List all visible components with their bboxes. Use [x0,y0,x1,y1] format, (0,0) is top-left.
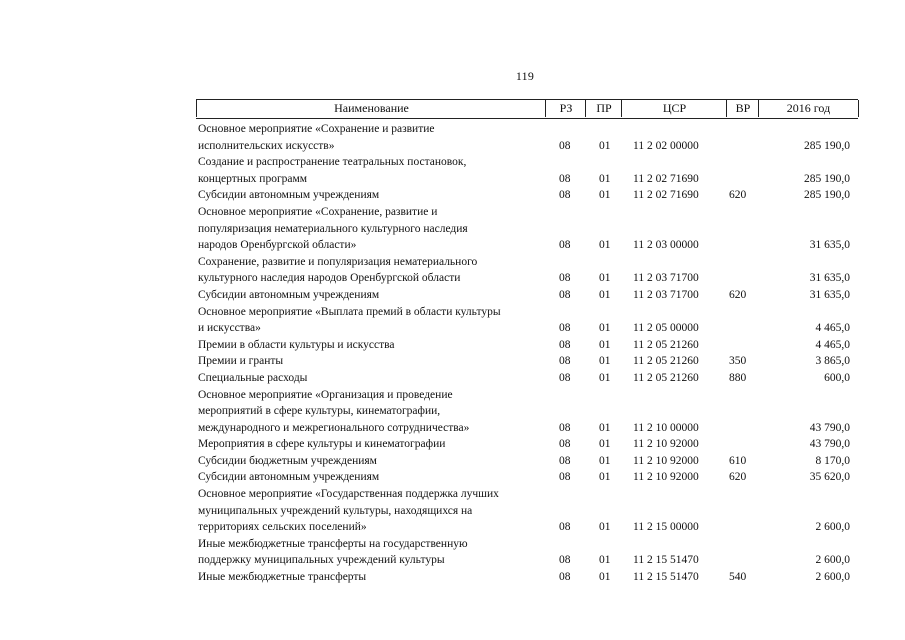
row-amount: 600,0 [824,371,850,384]
row-name-line: Основное мероприятие «Организация и проведение [198,388,453,401]
row-amount: 43 790,0 [809,421,850,434]
column-header-csr: ЦСР [621,100,727,117]
row-name-line: концертных программ [198,172,308,185]
row-amount: 285 190,0 [804,189,850,202]
row-name-line: Субсидии автономным учреждениям [198,288,380,301]
row-csr: 11 2 05 00000 [633,322,699,335]
row-rz: 08 [559,421,571,434]
row-rz: 08 [559,322,571,335]
row-name-line: популяризация нематериального культурного наследия [198,222,468,235]
table-row [196,353,858,370]
table-row [196,569,858,586]
row-name-line: поддержку муниципальных учреждений культуры [198,554,445,567]
row-name [196,187,543,204]
table-row [196,304,858,337]
row-name-line: Основное мероприятие «Сохранение, развитие и [198,205,438,218]
row-amount: 2 600,0 [815,554,850,567]
column-header-vr: ВР [726,100,759,117]
row-name [196,254,543,287]
row-name-line: Иные межбюджетные трансферты на государственную [198,537,468,550]
row-vr: 610 [729,454,747,467]
table-header [196,99,858,119]
row-name-line: Основное мероприятие «Выплата премий в области культуры [198,305,501,318]
row-pr: 01 [599,338,611,351]
row-amount: 4 465,0 [815,338,850,351]
row-pr: 01 [599,288,611,301]
row-csr: 11 2 10 92000 [633,471,699,484]
row-pr: 01 [599,139,611,152]
row-name [196,569,543,586]
row-name-line: культурного наследия народов Оренбургской области [198,272,461,285]
row-amount: 31 635,0 [809,239,850,252]
row-name [196,287,543,304]
row-pr: 01 [599,371,611,384]
row-name [196,154,543,187]
table-row [196,536,858,569]
row-pr: 01 [599,239,611,252]
row-name [196,486,543,536]
row-name [196,370,543,387]
row-name-line: Субсидии автономным учреждениям [198,189,380,202]
row-name [196,536,543,569]
row-pr: 01 [599,322,611,335]
row-rz: 08 [559,355,571,368]
row-rz: 08 [559,371,571,384]
row-name-line: Основное мероприятие «Сохранение и развитие [198,123,435,135]
row-pr: 01 [599,438,611,451]
row-name-line: мероприятий в сфере культуры, кинематографии, [198,405,441,418]
row-amount: 2 600,0 [815,521,850,534]
table-row [196,453,858,470]
column-header-rz: РЗ [545,100,586,117]
row-csr: 11 2 05 21260 [633,355,699,368]
row-rz: 08 [559,272,571,285]
row-name-line: Специальные расходы [198,371,308,384]
row-rz: 08 [559,189,571,202]
row-amount: 3 865,0 [815,355,850,368]
row-name-line: Мероприятия в сфере культуры и кинематографии [198,438,446,451]
row-vr: 880 [729,371,747,384]
table-row [196,287,858,304]
row-name [196,453,543,470]
row-name-line: исполнительских искусств» [198,139,335,152]
row-name [196,469,543,486]
row-rz: 08 [559,139,571,152]
row-rz: 08 [559,338,571,351]
row-name-line: территориях сельских поселений» [198,521,367,534]
row-pr: 01 [599,571,611,584]
row-name-line: народов Оренбургской области» [198,239,357,252]
row-name [196,353,543,370]
row-csr: 11 2 03 71700 [633,288,699,301]
row-amount: 43 790,0 [809,438,850,451]
row-csr: 11 2 05 21260 [633,371,699,384]
row-name [196,436,543,453]
row-pr: 01 [599,189,611,202]
row-amount: 35 620,0 [809,471,850,484]
row-name-line: Премии в области культуры и искусства [198,338,395,351]
row-name-line: Иные межбюджетные трансферты [198,571,367,584]
table-row [196,154,858,187]
table-row [196,337,858,354]
row-vr: 540 [729,571,747,584]
row-rz: 08 [559,554,571,567]
row-pr: 01 [599,355,611,368]
row-csr: 11 2 03 00000 [633,239,699,252]
row-amount: 285 190,0 [804,172,850,185]
row-rz: 08 [559,172,571,185]
row-amount: 31 635,0 [809,272,850,285]
table-row [196,436,858,453]
row-name [196,337,543,354]
row-csr: 11 2 10 92000 [633,454,699,467]
row-name [196,121,543,154]
column-header-pr: ПР [585,100,622,117]
table-body [196,121,858,586]
row-pr: 01 [599,521,611,534]
row-amount: 285 190,0 [804,139,850,152]
row-rz: 08 [559,438,571,451]
row-pr: 01 [599,272,611,285]
row-csr: 11 2 02 71690 [633,189,699,202]
row-vr: 620 [729,288,747,301]
row-name-line: Основное мероприятие «Государственная поддержка лучших [198,488,499,501]
row-csr: 11 2 15 00000 [633,521,699,534]
row-rz: 08 [559,521,571,534]
row-csr: 11 2 10 00000 [633,421,699,434]
table-row [196,370,858,387]
table-row [196,486,858,536]
column-header-year: 2016 год [758,100,859,117]
row-pr: 01 [599,421,611,434]
row-name [196,204,543,254]
table-row [196,469,858,486]
row-rz: 08 [559,288,571,301]
row-vr: 350 [729,355,747,368]
table-row [196,204,858,254]
row-amount: 31 635,0 [809,288,850,301]
row-csr: 11 2 15 51470 [633,554,699,567]
row-rz: 08 [559,454,571,467]
table-row [196,187,858,204]
row-name-line: муниципальных учреждений культуры, находящихся на [198,504,473,517]
row-name [196,304,543,337]
row-csr: 11 2 10 92000 [633,438,699,451]
table-row [196,387,858,437]
row-amount: 4 465,0 [815,322,850,335]
row-amount: 2 600,0 [815,571,850,584]
row-csr: 11 2 02 00000 [633,139,699,152]
row-pr: 01 [599,554,611,567]
row-csr: 11 2 05 21260 [633,338,699,351]
table-row [196,254,858,287]
row-name-line: Субсидии бюджетным учреждениям [198,454,377,467]
row-name-line: Создание и распространение театральных постановок, [198,156,467,169]
row-csr: 11 2 02 71690 [633,172,699,185]
row-pr: 01 [599,172,611,185]
row-vr: 620 [729,189,747,202]
row-name-line: Субсидии автономным учреждениям [198,471,380,484]
row-pr: 01 [599,471,611,484]
table-row [196,121,858,154]
row-amount: 8 170,0 [815,454,850,467]
row-rz: 08 [559,571,571,584]
row-pr: 01 [599,454,611,467]
row-rz: 08 [559,239,571,252]
page-number: 119 [515,69,535,83]
row-vr: 620 [729,471,747,484]
row-name-line: международного и межрегионального сотрудничества» [198,421,470,434]
row-rz: 08 [559,471,571,484]
row-name [196,387,543,437]
row-name-line: Премии и гранты [198,355,284,368]
column-header-name: Наименование [196,100,546,117]
row-csr: 11 2 15 51470 [633,571,699,584]
row-name-line: и искусства» [198,322,261,335]
row-name-line: Сохранение, развитие и популяризация нематериального [198,255,478,268]
row-csr: 11 2 03 71700 [633,272,699,285]
